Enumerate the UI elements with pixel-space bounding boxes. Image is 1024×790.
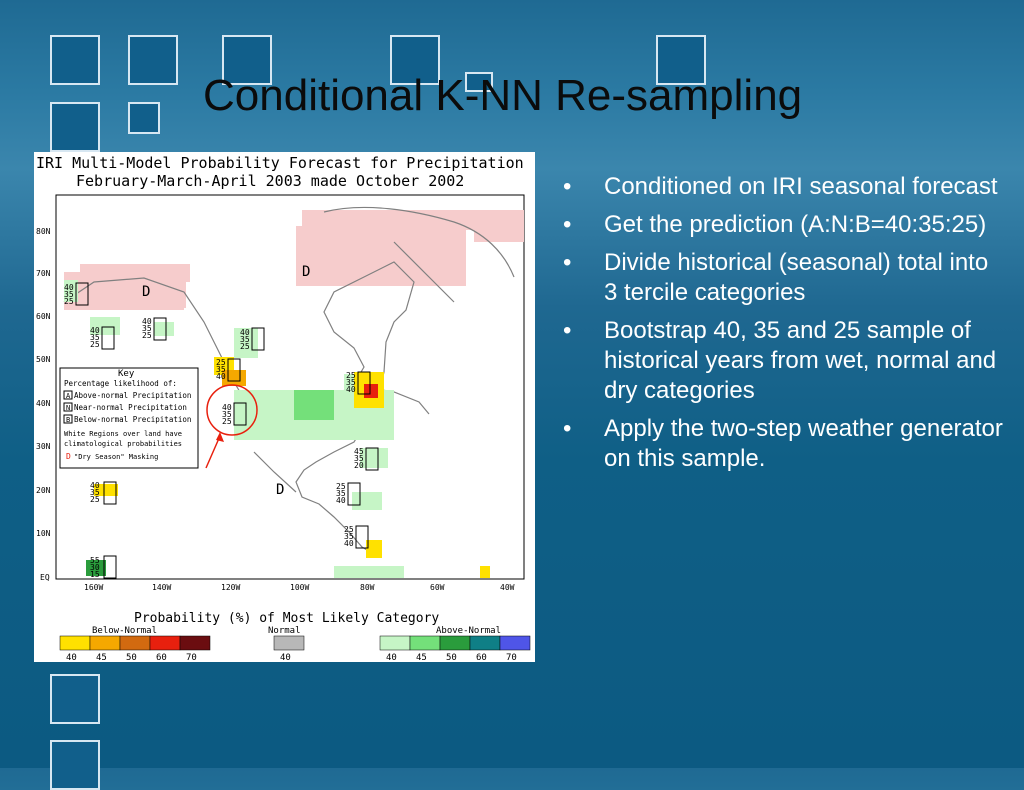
bullet-text: Bootstrap 40, 35 and 25 sample of historical years from wet, normal and dry categories — [604, 317, 997, 404]
key-box-letter: N — [66, 404, 71, 412]
svg-text:25: 25 — [336, 482, 346, 491]
bullet-dot: • — [563, 317, 572, 344]
legend-swatch — [274, 636, 304, 650]
svg-text:25: 25 — [90, 340, 100, 349]
svg-text:25: 25 — [216, 358, 226, 367]
svg-text:35: 35 — [240, 335, 250, 344]
legend-value: 40 — [66, 653, 77, 662]
legend-title: Probability (%) of Most Likely Category — [134, 611, 440, 626]
svg-text:35: 35 — [142, 324, 152, 333]
lat-label: 50N — [36, 355, 51, 364]
bullet-dot: • — [563, 211, 572, 238]
bullet-item — [563, 172, 1003, 202]
legend-swatch — [440, 636, 470, 650]
legend-above-swatches — [380, 636, 530, 650]
lat-label: 60N — [36, 312, 51, 321]
svg-text:35: 35 — [222, 410, 232, 419]
svg-text:25: 25 — [240, 342, 250, 351]
svg-text:20: 20 — [354, 461, 364, 470]
svg-text:35: 35 — [346, 378, 356, 387]
lon-label: 100W — [290, 583, 310, 592]
bullet-item — [563, 248, 1003, 308]
lon-label: 140W — [152, 583, 172, 592]
legend-value: 70 — [186, 653, 197, 662]
decor-square — [50, 35, 100, 85]
bullet-item — [563, 316, 1003, 406]
lon-label: 60W — [430, 583, 445, 592]
svg-text:40: 40 — [142, 317, 152, 326]
legend-value: 40 — [386, 653, 397, 662]
legend-swatch — [470, 636, 500, 650]
dry-season-mark: D — [142, 284, 151, 300]
bullet-text: Conditioned on IRI seasonal forecast — [604, 173, 998, 200]
lat-label: 20N — [36, 486, 51, 495]
map-title-line1: IRI Multi-Model Probability Forecast for Precipitation — [36, 154, 524, 172]
svg-text:35: 35 — [64, 290, 74, 299]
map-title-line2: February-March-April 2003 made October 2002 — [76, 172, 465, 190]
svg-text:35: 35 — [90, 488, 100, 497]
svg-text:40: 40 — [344, 539, 354, 548]
key-dry-label: "Dry Season" Masking — [74, 453, 159, 461]
bullet-dot: • — [563, 415, 572, 442]
decor-square — [50, 674, 100, 724]
svg-text:25: 25 — [346, 371, 356, 380]
svg-text:40: 40 — [240, 328, 250, 337]
svg-text:55: 55 — [90, 556, 100, 565]
lon-label: 120W — [221, 583, 241, 592]
svg-text:40: 40 — [90, 326, 100, 335]
legend-normal-label: Normal — [268, 626, 301, 636]
svg-text:25: 25 — [142, 331, 152, 340]
bullet-text: Apply the two-step weather generator on this sample. — [604, 415, 1003, 472]
legend-value: 40 — [280, 653, 291, 662]
decor-square — [50, 740, 100, 790]
svg-text:35: 35 — [90, 333, 100, 342]
key-box-letter: A — [66, 392, 71, 400]
legend-swatch — [500, 636, 530, 650]
legend-above-label: Above-Normal — [436, 626, 502, 636]
key-row-label: Near-normal Precipitation — [74, 403, 187, 412]
key-title: Key — [118, 369, 135, 379]
lat-label: 10N — [36, 529, 51, 538]
legend-swatch — [60, 636, 90, 650]
lat-label: 30N — [36, 442, 51, 451]
dry-season-mark: D — [276, 482, 285, 498]
svg-text:15: 15 — [90, 570, 100, 579]
svg-text:35: 35 — [344, 532, 354, 541]
lon-label: 160W — [84, 583, 104, 592]
decor-square — [128, 35, 178, 85]
key-row-label: Below-normal Precipitation — [74, 415, 192, 424]
svg-text:40: 40 — [346, 385, 356, 394]
bullet-item — [563, 414, 1003, 474]
legend-value: 70 — [506, 653, 517, 662]
slide-title: Conditional K-NN Re-sampling — [203, 71, 803, 120]
legend-value: 60 — [476, 653, 487, 662]
bullet-item — [563, 210, 1003, 240]
legend-value: 60 — [156, 653, 167, 662]
svg-text:40: 40 — [222, 403, 232, 412]
key-subtitle: Percentage likelihood of: — [64, 379, 177, 388]
key-note: White Regions over land have — [64, 430, 183, 438]
legend-value: 45 — [416, 653, 427, 662]
decor-square — [50, 102, 100, 152]
lat-label: 70N — [36, 269, 51, 278]
legend-below-label: Below-Normal — [92, 626, 158, 636]
bullet-text: Get the prediction (A:N:B=40:35:25) — [604, 211, 987, 238]
svg-text:25: 25 — [90, 495, 100, 504]
legend-swatch — [150, 636, 180, 650]
svg-text:35: 35 — [354, 454, 364, 463]
legend-swatch — [90, 636, 120, 650]
legend-value: 50 — [126, 653, 137, 662]
key-box-letter: B — [66, 416, 71, 424]
legend-swatch — [380, 636, 410, 650]
legend-below-swatches — [60, 636, 210, 650]
lat-label: 80N — [36, 227, 51, 236]
forecast-map — [34, 152, 535, 662]
dry-season-mark: D — [302, 264, 311, 280]
svg-text:25: 25 — [222, 417, 232, 426]
svg-text:40: 40 — [216, 372, 226, 381]
bullet-dot: • — [563, 173, 572, 200]
key-note: climatological probabilities — [64, 440, 183, 448]
svg-text:30: 30 — [90, 563, 100, 572]
legend-swatch — [120, 636, 150, 650]
map-key — [60, 368, 198, 468]
legend-swatch — [180, 636, 210, 650]
svg-text:40: 40 — [64, 283, 74, 292]
svg-text:40: 40 — [90, 481, 100, 490]
legend-swatch — [410, 636, 440, 650]
legend-value: 45 — [96, 653, 107, 662]
decor-square — [128, 102, 160, 134]
lon-label: 40W — [500, 583, 515, 592]
lat-label: EQ — [40, 573, 50, 582]
svg-text:25: 25 — [344, 525, 354, 534]
lon-label: 80W — [360, 583, 375, 592]
svg-text:40: 40 — [336, 496, 346, 505]
legend-value: 50 — [446, 653, 457, 662]
svg-text:45: 45 — [354, 447, 364, 456]
bullet-text: Divide historical (seasonal) total into 3 tercile categories — [604, 249, 989, 306]
bullet-dot: • — [563, 249, 572, 276]
svg-text:35: 35 — [216, 365, 226, 374]
svg-text:35: 35 — [336, 489, 346, 498]
lat-label: 40N — [36, 399, 51, 408]
forecast-map-figure — [34, 152, 535, 662]
key-row-label: Above-normal Precipitation — [74, 391, 192, 400]
svg-text:25: 25 — [64, 297, 74, 306]
key-dry-letter: D — [66, 452, 71, 461]
bullet-list — [563, 172, 1003, 482]
